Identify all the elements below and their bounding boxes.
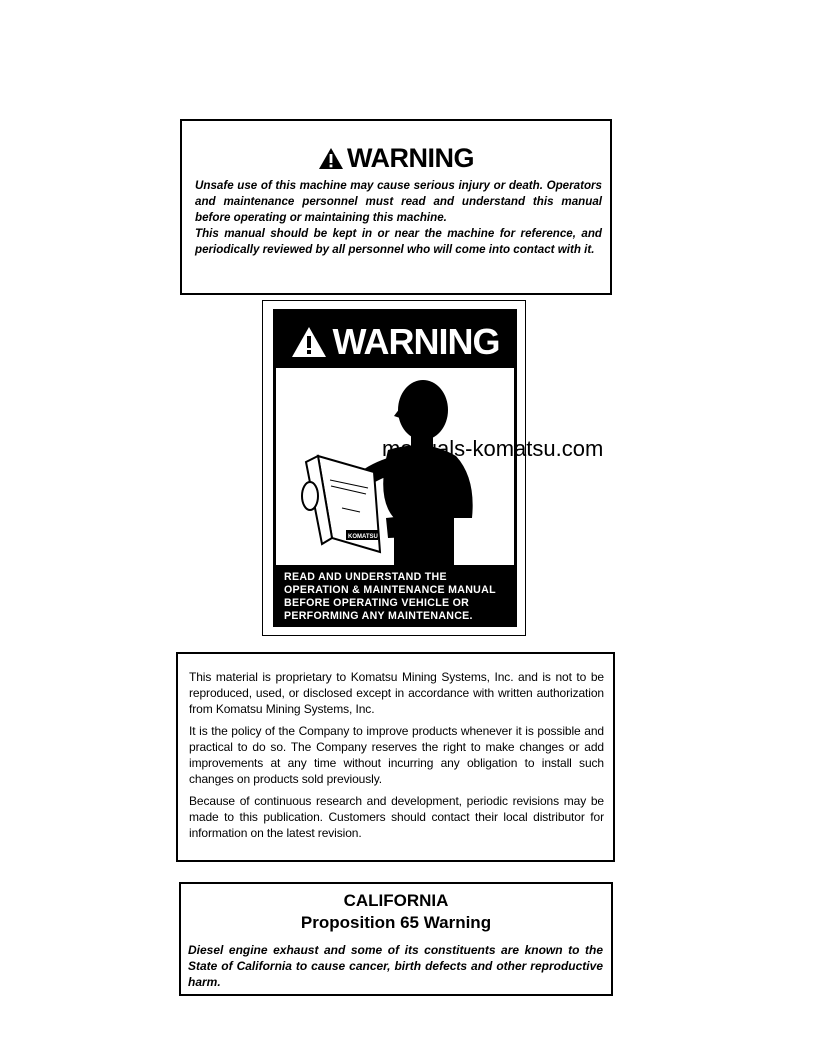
proprietary-paragraph: Because of continuous research and development, periodic revisions may be made to this publication. Customers should contact their local distributor for information on the latest revision.	[189, 794, 604, 840]
warning-decal	[262, 300, 526, 636]
decal-panel	[273, 309, 517, 627]
warning-heading	[182, 143, 610, 176]
decal-title: WARNING	[332, 321, 500, 362]
proposition-title: Proposition 65 Warning	[300, 913, 492, 932]
warning-title: WARNING	[347, 143, 474, 173]
warning-triangle-icon	[291, 323, 327, 369]
decal-message-line: OPERATION & MAINTENANCE MANUAL	[284, 584, 496, 596]
proprietary-paragraph: This material is proprietary to Komatsu Mining Systems, Inc. and is not to be reproduced, used, or disclosed except in accordance with written authorization from Komatsu Mining Systems, Inc.	[189, 670, 604, 716]
reading-person-illustration	[276, 368, 514, 565]
decal-message-line: BEFORE OPERATING VEHICLE OR	[284, 597, 470, 609]
decal-message-line: READ AND UNDERSTAND THE	[284, 571, 447, 583]
decal-message	[284, 571, 511, 623]
book-brand-label: KOMATSU	[348, 534, 378, 540]
california-title: CALIFORNIA	[343, 891, 449, 910]
watermark: manuals-komatsu.com	[382, 436, 604, 461]
warning-triangle-icon	[318, 146, 344, 176]
proprietary-notice-box	[176, 652, 615, 862]
warning-paragraph: Unsafe use of this machine may cause serious injury or death. Operators and maintenance personnel must read and understand this manual before operating or maintaining this machine.	[195, 179, 602, 224]
california-heading	[181, 890, 611, 934]
decal-heading	[273, 319, 517, 365]
decal-message-line: PERFORMING ANY MAINTENANCE.	[284, 610, 473, 622]
warning-paragraph: This manual should be kept in or near the machine for reference, and periodically reviewed by all personnel who will come into contact with it.	[195, 227, 602, 256]
proprietary-paragraph: It is the policy of the Company to improve products whenever it is possible and practical to do so. The Company reserves the right to make changes or add improvements at any time without incurring any obligation to install such changes on products sold previously.	[189, 724, 604, 786]
warning-notice-box	[180, 119, 612, 295]
california-text: Diesel engine exhaust and some of its constituents are known to the State of California to cause cancer, birth defects and other reproductive harm.	[188, 943, 603, 989]
warning-text	[195, 178, 602, 258]
proprietary-text	[189, 669, 604, 847]
california-warning-box	[179, 882, 613, 996]
